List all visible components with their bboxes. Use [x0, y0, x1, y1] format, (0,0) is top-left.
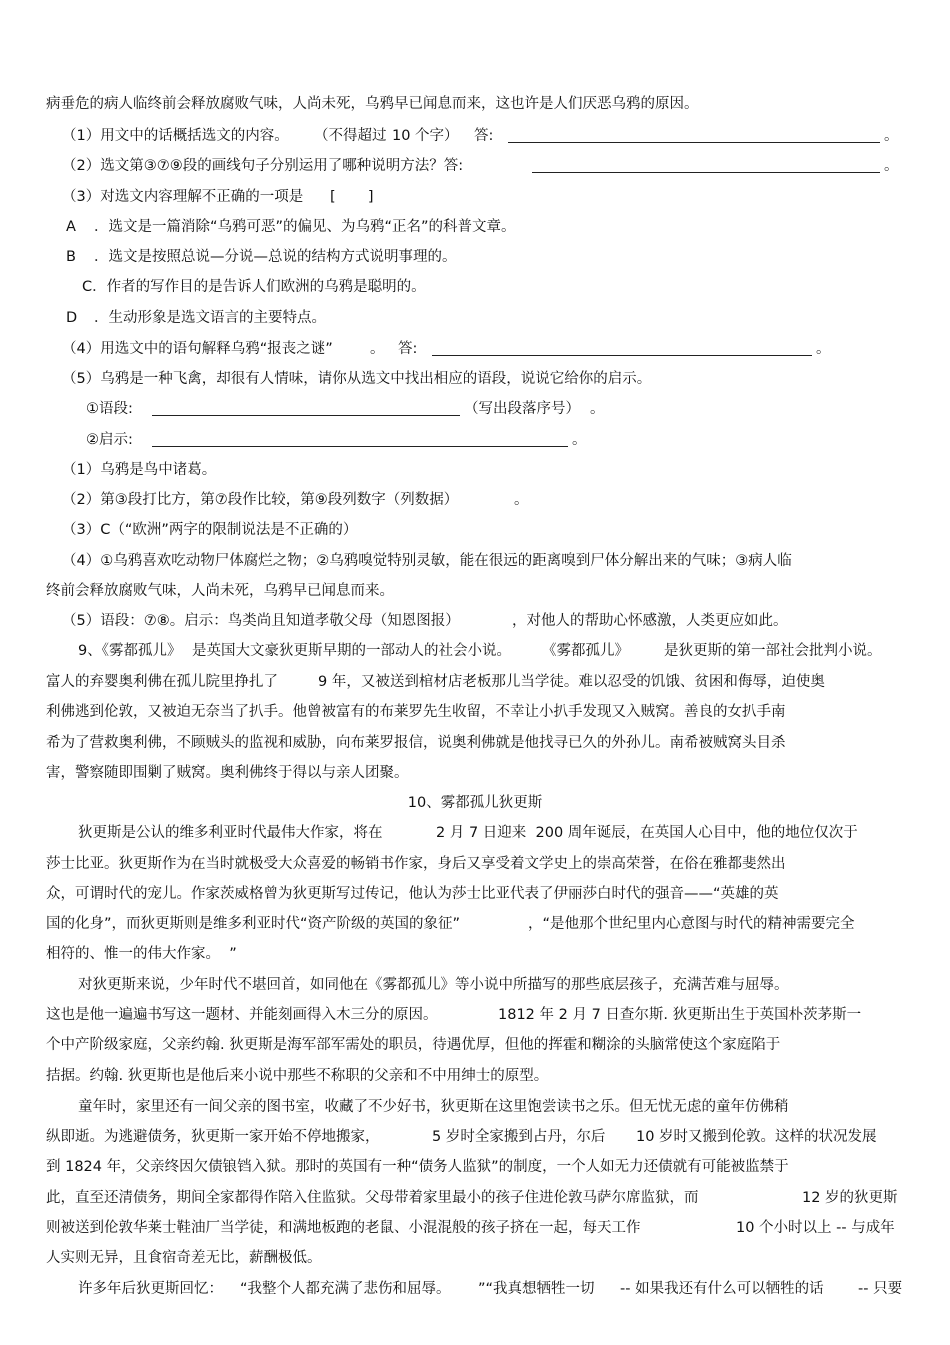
answer-blank[interactable] [532, 158, 880, 173]
answer-blank[interactable] [432, 341, 812, 356]
answer-blank[interactable] [508, 128, 880, 143]
document-page: 病垂危的病人临终前会释放腐败气味，人尚未死，乌鸦早已闻息而来，这也许是人们厌恶乌鸦的原因。 （1）用文中的话概括选文的内容。 （不得超过 10 个字） 答: 。 （2）选文第③⑦⑨段的画线句子分别运用了哪种说明方法？答: 。 （3）对选文内容理解不正确的一项是 [ ] A ．选文是一篇消除“乌鸦可恶”的偏见、为乌鸦“正名”的科普文章。 B ．选文是按照总说—分说—总说的结构方式说明事理的。 C．作者的写作目的是告诉人们欧洲的乌鸦是聪明的。 D ．生动形象是选文语言的主要特点。 （4）用选文中的语句解释乌鸦“报丧之谜” 。 答: 。 （5）乌鸦是一种飞禽，却很有人情味，请你从选文中找出相应的语段，说说它给你的启示。 ①语段: （写出段落序号） 。 ②启示: 。 （1）乌鸦是鸟中诸葛。 （2）第③段打比方，第⑦段作比较，第⑨段列数字（列数据） 。 （3）C（“欧洲”两字的限制说法是不正确的） （4）①乌鸦喜欢吃动物尸体腐烂之物；②乌鸦嗅觉特别灵敏，能在很远的距离嗅到尸体分解出来的气味；③病人临 终前会释放腐败气味，人尚未死，乌鸦早已闻息而来。 （5）语段：⑦⑧。启示：鸟类尚且知道孝敬父母（知恩图报） ，对他人的帮助心怀感激，人类更应如此。 9、《雾都孤儿》 是英国大文豪狄更斯早期的一部动人的社会小说。 《雾都孤儿》 是狄更斯的第一部社会批判小说。 富人的弃婴奥利佛在孤儿院里挣扎了 9 年，又被送到棺材店老板那儿当学徒。难以忍受的饥饿、贫困和侮辱，迫使奥 利佛逃到伦敦，又被迫无奈当了扒手。他曾被富有的布莱罗先生收留，不幸让小扒手发现又入贼窝。善良的女扒手南 希为了营救奥利佛，不顾贼头的监视和威胁，向布莱罗报信，说奥利佛就是他找寻已久的外孙儿。南希被贼窝头目杀 害，警察随即围剿了贼窝。奥利佛终于得以与亲人团聚。 10、雾都孤儿狄更斯 狄更斯是公认的维多利亚时代最伟大作家，将在 2 月 7 日迎来 200 周年诞辰，在英国人心目中，他的地位仅次于 莎士比亚。狄更斯作为在当时就极受大众喜爱的畅销书作家，身后又享受着文学史上的崇高荣誉，在俗在雅都斐然出 众，可谓时代的宠儿。作家茨威格曾为狄更斯写过传记，他认为莎士比亚代表了伊丽莎白时代的强音——“英雄的英 国的化身”，而狄更斯则是维多利亚时代“资产阶级的英国的象征” ，“是他那个世纪里内心意图与时代的精神需要完全 相符的、惟一的伟大作家。 ” 对狄更斯来说，少年时代不堪回首，如同他在《雾都孤儿》等小说中所描写的那些底层孩子，充满苦难与屈辱。 这也是他一遍遍书写这一题材、并能刻画得入木三分的原因。 1812 年 2 月 7 日查尔斯. 狄更斯出生于英国朴茨茅斯一 个中产阶级家庭，父亲约翰. 狄更斯是海军部军需处的职员，待遇优厚，但他的挥霍和糊涂的头脑常使这个家庭陷于 拮据。约翰. 狄更斯也是他后来小说中那些不称职的父亲和不中用绅士的原型。 童年时，家里还有一间父亲的图书室，收藏了不少好书，狄更斯在这里饱尝读书之乐。但无忧无虑的童年仿佛稍 纵即逝。为逃避债务，狄更斯一家开始不停地搬家， 5 岁时全家搬到占丹，尔后 10 岁时又搬到伦敦。这样的状况发展 到 1824 年，父亲终因欠债锒铛入狱。那时的英国有一种“债务人监狱”的制度，一个人如无力还债就有可能被监禁于 此，直至还清债务，期间全家都得作陪入住监狱。父母带着家里最小的孩子住进伦敦马萨尔席监狱，而 12 岁的狄更斯 则被送到伦敦华莱士鞋油厂当学徒，和满地板跑的老鼠、小混混般的孩子挤在一起，每天工作 10 个小时以上 -- 与成年 人实则无异，且食宿奇差无比，薪酬极低。 许多年后狄更斯回忆： “我整个人都充满了悲伤和屈辱。 ”“我真想牺牲一切 -- 如果我还有什么可以牺牲的话 -- 只要 [0, 0, 950, 1345]
answer-blank[interactable] [152, 401, 460, 416]
answer-blank[interactable] [152, 432, 568, 447]
section-title: 10、雾都孤儿狄更斯 [407, 795, 543, 811]
